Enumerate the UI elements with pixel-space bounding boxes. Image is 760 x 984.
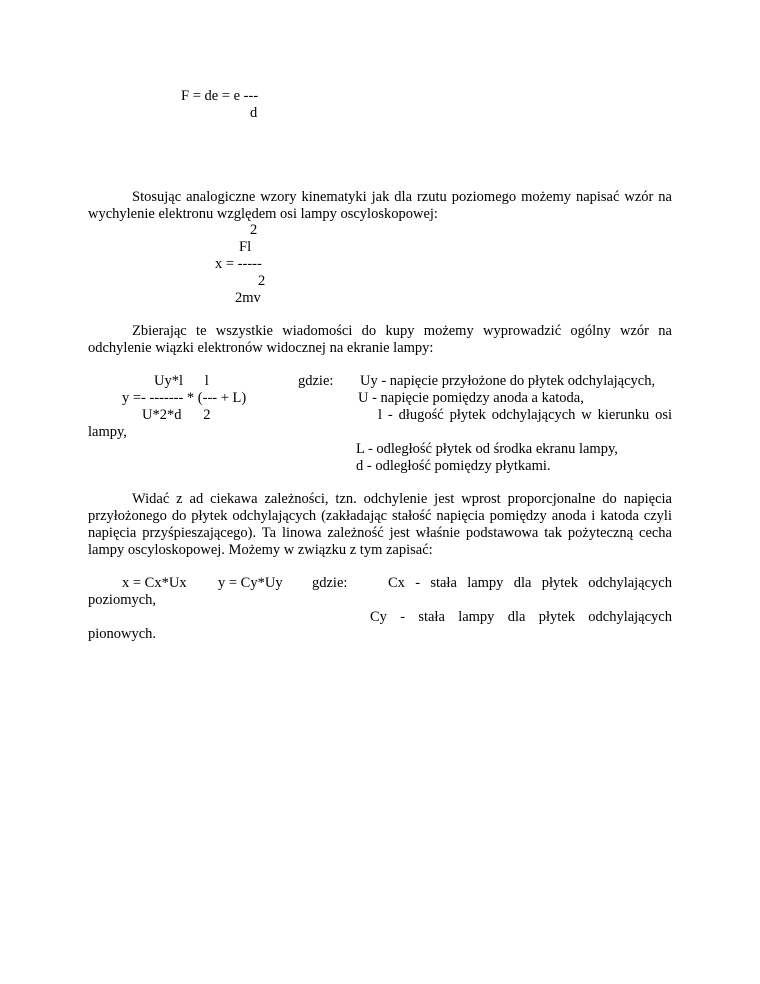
definition-uy: Uy - napięcie przyłożone do płytek odchylających, bbox=[360, 373, 656, 389]
formula-final-where-label: gdzie: bbox=[312, 575, 348, 591]
paragraph-3-line-4: lampy oscyloskopowej. Możemy w związku z tym zapisać: bbox=[88, 542, 433, 558]
definition-l: l - długość płytek odchylających w kierunku osi bbox=[378, 407, 672, 423]
formula-x-numerator: Fl bbox=[239, 239, 252, 255]
formula-x-exponent-bottom: 2 bbox=[258, 273, 266, 289]
formula-x-main: x = ----- bbox=[215, 256, 262, 272]
paragraph-1-line-1: Stosując analogiczne wzory kinematyki jak dla rzutu poziomego możemy napisać wzór na bbox=[132, 189, 672, 205]
paragraph-3-line-2: przyłożonego do płytek odchylających (zakładając stałość napięcia pomiędzy anoda i katoda czyli bbox=[88, 508, 672, 524]
paragraph-3-line-3: napięcia przyśpieszającego). Ta linowa zależność jest właśnie podstawowa tak pożyteczną cecha bbox=[88, 525, 672, 541]
paragraph-2-line-1: Zbierając te wszystkie wiadomości do kupy możemy wyprowadzić ogólny wzór na bbox=[132, 323, 672, 339]
formula-f-denominator: d bbox=[250, 105, 258, 121]
formula-x-exponent-top: 2 bbox=[250, 222, 258, 238]
formula-y-where-label: gdzie: bbox=[298, 373, 334, 389]
formula-y-cy: y = Cy*Uy bbox=[218, 575, 283, 591]
definition-cy: Cy - stała lampy dla płytek odchylających bbox=[370, 609, 672, 625]
formula-x-cx: x = Cx*Ux bbox=[122, 575, 187, 591]
paragraph-1-line-2: wychylenie elektronu względem osi lampy oscyloskopowej: bbox=[88, 206, 438, 222]
formula-y-denominator: U*2*d 2 bbox=[142, 407, 211, 423]
definition-cx-continuation: poziomych, bbox=[88, 592, 157, 608]
formula-x-denominator: 2mv bbox=[235, 290, 261, 306]
definition-d: d - odległość pomiędzy płytkami. bbox=[356, 458, 551, 474]
formula-y-main: y =- ------- * (--- + L) bbox=[122, 390, 247, 406]
paragraph-3-line-1: Widać z ad ciekawa zależności, tzn. odchylenie jest wprost proporcjonalne do napięcia bbox=[132, 491, 672, 507]
definition-l-continuation: lampy, bbox=[88, 424, 127, 440]
paragraph-2-line-2: odchylenie wiązki elektronów widocznej na ekranie lampy: bbox=[88, 340, 434, 356]
definition-big-l: L - odległość płytek od środka ekranu lampy, bbox=[356, 441, 618, 457]
definition-cx: Cx - stała lampy dla płytek odchylających bbox=[388, 575, 672, 591]
definition-u: U - napięcie pomiędzy anoda a katoda, bbox=[358, 390, 584, 406]
definition-cy-continuation: pionowych. bbox=[88, 626, 157, 642]
formula-y-numerator: Uy*l l bbox=[154, 373, 209, 389]
formula-f-line: F = de = e --- bbox=[181, 88, 259, 104]
